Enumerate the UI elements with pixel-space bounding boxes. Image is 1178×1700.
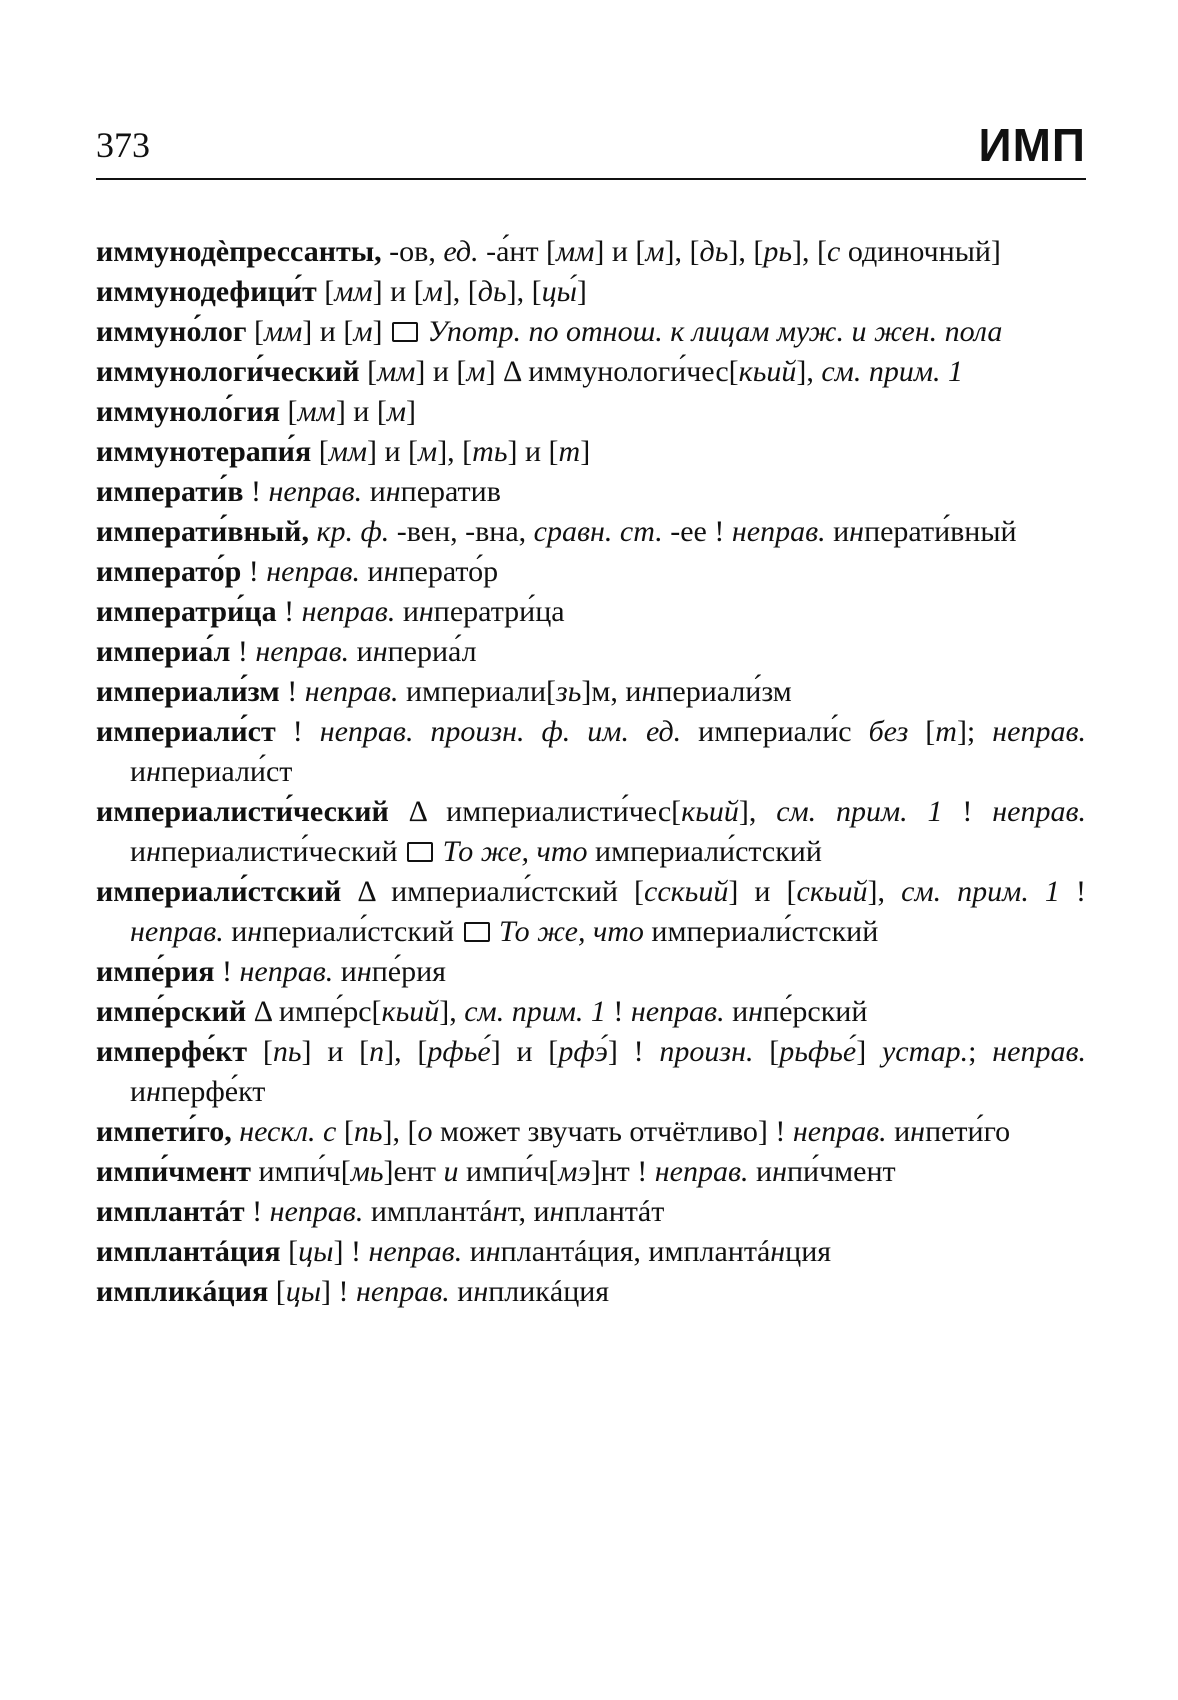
- dictionary-entry: [96, 1032, 1086, 1112]
- dictionary-entry: [96, 552, 1086, 592]
- entry-text: и: [886, 1115, 911, 1148]
- entry-label: кр. ф.: [316, 515, 390, 548]
- entry-label: нескл. с: [239, 1115, 337, 1148]
- entry-label: мм: [264, 315, 303, 348]
- entry-text: ]м, и: [581, 675, 642, 708]
- entry-text: [: [311, 435, 329, 468]
- entry-text: [: [280, 1235, 299, 1268]
- entry-text: ], [: [437, 435, 473, 468]
- entry-label: рфэ́: [558, 1035, 608, 1068]
- entry-label: м: [645, 235, 665, 268]
- entry-text: [435, 835, 443, 868]
- entry-label: н: [770, 1235, 786, 1268]
- dictionary-entry: [96, 432, 1086, 472]
- entry-text: !: [279, 675, 305, 708]
- entry-label: н: [549, 1195, 565, 1228]
- dictionary-entry: [96, 872, 1086, 952]
- entry-headword: императи́в: [96, 475, 244, 508]
- entry-headword: империа́л: [96, 635, 231, 668]
- entry-label: цы: [298, 1235, 334, 1268]
- entry-label: н: [383, 555, 399, 588]
- entry-headword: империалисти́ческий: [96, 795, 389, 828]
- entry-headword: имплантáция: [96, 1235, 281, 1268]
- entry-label: н: [418, 595, 434, 628]
- dictionary-page: [96, 0, 1086, 1700]
- entry-text: !: [244, 1195, 270, 1228]
- entry-label: неправ.: [992, 1035, 1086, 1068]
- entry-text: пе́рский: [763, 995, 868, 1028]
- entry-headword: иммунологи́ческий: [96, 355, 360, 388]
- entry-label: неправ. произн. ф. им. ед.: [319, 715, 682, 748]
- usage-note-icon: [464, 922, 490, 942]
- entry-text: и: [333, 955, 357, 988]
- entry-label: То же, что: [499, 915, 644, 948]
- entry-text: ], [: [728, 235, 764, 268]
- entry-label: мм: [328, 435, 367, 468]
- entry-text: -а́нт [: [478, 235, 557, 268]
- entry-label: неправ.: [992, 715, 1086, 748]
- dictionary-entry: [96, 272, 1086, 312]
- entry-label: дь: [699, 235, 729, 268]
- entry-headword: императри́ца: [96, 595, 277, 628]
- entry-label: н: [748, 995, 764, 1028]
- entry-label: неправ.: [130, 915, 224, 948]
- entry-text: ] !: [333, 1235, 369, 1268]
- entry-text: периалисти́ческий: [160, 835, 406, 868]
- entry-text: ]нт !: [590, 1155, 655, 1188]
- entry-text: периали́стский: [262, 915, 462, 948]
- entry-text: ] и [: [335, 395, 387, 428]
- entry-label: м: [386, 395, 407, 428]
- entry-headword: иммунотерапи́я: [96, 435, 312, 468]
- entry-text: !: [605, 995, 631, 1028]
- entry-label: и: [443, 1155, 459, 1188]
- entry-label: н: [485, 1235, 501, 1268]
- entry-label: см. прим. 1: [776, 795, 943, 828]
- entry-text: [: [336, 1115, 354, 1148]
- entry-label: н: [473, 1275, 489, 1308]
- entry-label: неправ.: [630, 995, 725, 1028]
- entry-text: ] и [: [372, 275, 424, 308]
- entry-label: н: [641, 675, 657, 708]
- entry-label: неправ.: [368, 1235, 463, 1268]
- dictionary-entry: [96, 712, 1086, 792]
- entry-label: н: [385, 475, 401, 508]
- entry-text: !: [276, 595, 302, 628]
- entry-text: перати́вный: [864, 515, 1017, 548]
- entry-text: и: [462, 1235, 486, 1268]
- entry-text: ] и [: [366, 435, 419, 468]
- entry-text: ] и [: [415, 355, 467, 388]
- entry-text: империали[: [398, 675, 557, 708]
- entry-label: цы: [285, 1275, 322, 1308]
- entry-text: ;: [968, 1035, 993, 1068]
- entry-text: периали́ст: [160, 755, 293, 788]
- entry-label: неправ.: [269, 1195, 364, 1228]
- entry-label: неправ.: [654, 1155, 749, 1188]
- entry-label: о: [417, 1115, 433, 1148]
- entry-text: [: [247, 1035, 273, 1068]
- entry-text: ператри́ца: [433, 595, 565, 628]
- entry-label: т: [558, 435, 581, 468]
- entry-label: н: [492, 1195, 508, 1228]
- entry-label: сравн. ст.: [533, 515, 663, 548]
- header-rule: [96, 178, 1086, 180]
- entry-text: и: [130, 1075, 147, 1108]
- entry-label: мм: [377, 355, 416, 388]
- entry-text: ], [: [384, 1035, 428, 1068]
- entry-text: -ее !: [662, 515, 732, 548]
- dictionary-entry: [96, 512, 1086, 552]
- entry-label: произн.: [659, 1035, 754, 1068]
- entry-text: империали́стский: [643, 915, 879, 948]
- dictionary-entry: [96, 592, 1086, 632]
- entry-label: неправ.: [792, 1115, 887, 1148]
- entry-label: мм: [334, 275, 373, 308]
- dictionary-entry: [96, 352, 1086, 392]
- entry-text: ] и [: [594, 235, 646, 268]
- entry-text: !: [241, 555, 267, 588]
- entry-text: [: [908, 715, 936, 748]
- dictionary-entry: [96, 392, 1086, 432]
- entry-headword: импе́рия: [96, 955, 215, 988]
- entry-text: пликáция: [488, 1275, 610, 1308]
- entry-text: импи́ч[: [250, 1155, 351, 1188]
- entry-label: неправ.: [301, 595, 396, 628]
- entry-label: т: [935, 715, 957, 748]
- entry-text: и: [395, 595, 419, 628]
- entry-text: пи́чмент: [786, 1155, 896, 1188]
- entry-text: ] и [: [507, 435, 559, 468]
- entry-text: имплантá: [363, 1195, 493, 1228]
- entry-label: м: [466, 355, 486, 388]
- entry-label: неправ.: [304, 675, 399, 708]
- entry-headword: иммуноло́гия: [96, 395, 281, 428]
- entry-label: мм: [556, 235, 595, 268]
- entry-label: см. прим. 1: [901, 875, 1060, 908]
- entry-text: !: [230, 635, 256, 668]
- entry-label: с: [826, 235, 841, 268]
- entry-text: может звучать отчётливо] !: [432, 1115, 793, 1148]
- entry-text: пе́рия: [371, 955, 446, 988]
- entry-label: сскьий: [644, 875, 729, 908]
- entry-text: импи́ч[: [458, 1155, 559, 1188]
- entry-text: и: [748, 1155, 773, 1188]
- dictionary-entry: [96, 952, 1086, 992]
- usage-note-icon: [392, 322, 418, 342]
- dictionary-entry: [96, 792, 1086, 872]
- entry-text: ] и [: [301, 1035, 370, 1068]
- entry-text: ] !: [321, 1275, 357, 1308]
- entry-text: ],: [738, 795, 777, 828]
- entry-label: см. прим. 1: [464, 995, 606, 1028]
- entry-label: зь: [556, 675, 582, 708]
- entry-label: п: [369, 1035, 385, 1068]
- entry-headword: императо́р: [96, 555, 242, 588]
- entry-label: н: [910, 1115, 926, 1148]
- entry-headword: имплантáт: [96, 1195, 245, 1228]
- dictionary-entry: [96, 672, 1086, 712]
- dictionary-entry: [96, 1112, 1086, 1152]
- entry-label: неправ.: [992, 795, 1086, 828]
- entry-text: !: [214, 955, 240, 988]
- entry-label: н: [247, 915, 263, 948]
- entry-label: ед.: [443, 235, 479, 268]
- entry-text: и: [360, 555, 384, 588]
- entry-text: ], [: [506, 275, 542, 308]
- entry-headword: императи́вный,: [96, 515, 309, 548]
- entry-text: [: [359, 355, 378, 388]
- entry-text: и: [130, 835, 147, 868]
- entry-text: Δ импе́рс[: [246, 995, 382, 1028]
- entry-label: рь: [763, 235, 792, 268]
- entry-text: ]: [580, 435, 591, 468]
- entry-label: Употр. по отнош. к лицам муж. и жен. пола: [427, 315, 1003, 348]
- entry-headword: иммунодѐпрессанты,: [96, 235, 382, 268]
- entry-label: неправ.: [255, 635, 350, 668]
- entry-text: ]: [856, 1035, 882, 1068]
- entry-text: и: [349, 635, 373, 668]
- entry-headword: империали́зм: [96, 675, 280, 708]
- entry-headword: импи́чмент: [96, 1155, 251, 1188]
- entry-text: [492, 915, 500, 948]
- entry-text: !: [275, 715, 320, 748]
- entry-text: ],: [796, 355, 822, 388]
- entry-text: ] !: [607, 1035, 660, 1068]
- dictionary-entry: [96, 1232, 1086, 1272]
- entry-text: ]: [406, 395, 417, 428]
- entry-label: цы́: [541, 275, 577, 308]
- entry-text: ], [: [792, 235, 827, 268]
- dictionary-entry: [96, 1152, 1086, 1192]
- entry-text: периали́зм: [656, 675, 792, 708]
- entry-label: рьфье́: [779, 1035, 857, 1068]
- entry-label: кьий: [381, 995, 440, 1028]
- guide-word: ИМП: [978, 119, 1086, 171]
- entry-label: скьий: [796, 875, 868, 908]
- entry-label: пь: [272, 1035, 302, 1068]
- entry-label: н: [849, 515, 865, 548]
- entry-text: перфе́кт: [160, 1075, 266, 1108]
- entry-text: плантáция, имплантá: [500, 1235, 771, 1268]
- entry-text: Δ империалисти́чес[: [388, 795, 682, 828]
- entry-headword: иммуно́лог: [96, 315, 247, 348]
- entry-text: !: [243, 475, 269, 508]
- entry-text: ция: [785, 1235, 832, 1268]
- entry-label: устар.: [881, 1035, 969, 1068]
- entry-text: и: [825, 515, 850, 548]
- dictionary-entry: [96, 1272, 1086, 1312]
- dictionary-entry: [96, 232, 1086, 272]
- entry-text: т, и: [507, 1195, 550, 1228]
- entry-label: м: [423, 275, 443, 308]
- entry-headword: иммунодефици́т: [96, 275, 317, 308]
- entry-label: н: [146, 835, 161, 868]
- entry-label: без: [868, 715, 909, 748]
- entry-text: плантáт: [564, 1195, 665, 1228]
- entry-text: [: [753, 1035, 780, 1068]
- entry-text: ];: [956, 715, 993, 748]
- entry-headword: имперфе́кт: [96, 1035, 248, 1068]
- entry-label: рфье́: [427, 1035, 491, 1068]
- entry-text: империали́с: [681, 715, 869, 748]
- dictionary-entry: [96, 992, 1086, 1032]
- entry-label: То же, что: [442, 835, 588, 868]
- entry-label: кьий: [738, 355, 797, 388]
- entry-label: н: [146, 755, 161, 788]
- entry-text: периа́л: [387, 635, 477, 668]
- entry-text: и: [130, 755, 147, 788]
- entry-label: м: [418, 435, 438, 468]
- entry-label: неправ.: [268, 475, 363, 508]
- entry-label: дь: [477, 275, 507, 308]
- entry-label: пь: [353, 1115, 383, 1148]
- page-number: 373: [96, 125, 150, 165]
- usage-note-icon: [407, 842, 433, 862]
- entry-headword: импликáция: [96, 1275, 269, 1308]
- entry-label: мь: [350, 1155, 384, 1188]
- entry-text: ] и [: [302, 315, 354, 348]
- entry-text: [: [280, 395, 298, 428]
- entry-text: и: [449, 1275, 474, 1308]
- entry-text: ] Δ иммунологи́чес[: [485, 355, 739, 388]
- entry-text: ], [: [382, 1115, 418, 1148]
- entry-text: [: [316, 275, 335, 308]
- entry-text: империали́стский: [587, 835, 822, 868]
- entry-text: и: [724, 995, 749, 1028]
- entry-text: ], [: [442, 275, 478, 308]
- entry-text: [: [268, 1275, 286, 1308]
- entry-headword: империали́стский: [96, 875, 342, 908]
- entry-list: [96, 232, 1086, 1312]
- entry-label: кьий: [681, 795, 739, 828]
- entry-text: одиночный]: [840, 235, 1001, 268]
- entry-text: [: [246, 315, 264, 348]
- entry-label: н: [146, 1075, 161, 1108]
- entry-text: ], [: [664, 235, 700, 268]
- dictionary-entry: [96, 1192, 1086, 1232]
- entry-text: и: [362, 475, 386, 508]
- entry-label: неправ.: [356, 1275, 450, 1308]
- entry-headword: импе́рский: [96, 995, 247, 1028]
- entry-text: -ов,: [381, 235, 444, 268]
- entry-headword: империали́ст: [96, 715, 276, 748]
- entry-label: н: [372, 635, 388, 668]
- entry-text: перато́р: [398, 555, 499, 588]
- dictionary-entry: [96, 632, 1086, 672]
- entry-label: н: [772, 1155, 787, 1188]
- entry-label: м: [353, 315, 373, 348]
- entry-text: ],: [867, 875, 902, 908]
- running-head: [96, 118, 1086, 180]
- entry-text: -вен, -вна,: [389, 515, 534, 548]
- entry-label: мэ: [558, 1155, 591, 1188]
- entry-text: ]: [372, 315, 390, 348]
- entry-text: ператив: [400, 475, 501, 508]
- entry-text: ]ент: [383, 1155, 444, 1188]
- entry-label: ть: [472, 435, 508, 468]
- entry-text: ],: [439, 995, 465, 1028]
- entry-text: ] и [: [728, 875, 797, 908]
- entry-text: [420, 315, 428, 348]
- entry-label: неправ.: [239, 955, 334, 988]
- dictionary-entry: [96, 472, 1086, 512]
- entry-text: Δ империали́стский [: [341, 875, 644, 908]
- entry-text: и: [223, 915, 248, 948]
- entry-label: мм: [297, 395, 336, 428]
- entry-text: ]: [576, 275, 587, 308]
- entry-label: н: [356, 955, 372, 988]
- entry-text: пети́го: [925, 1115, 1011, 1148]
- entry-text: ] и [: [490, 1035, 559, 1068]
- dictionary-entry: [96, 312, 1086, 352]
- entry-text: !: [1059, 875, 1086, 908]
- entry-headword: импети́го,: [96, 1115, 232, 1148]
- entry-label: неправ.: [731, 515, 826, 548]
- entry-text: !: [942, 795, 993, 828]
- entry-label: см. прим. 1: [821, 355, 963, 388]
- entry-label: неправ.: [266, 555, 360, 588]
